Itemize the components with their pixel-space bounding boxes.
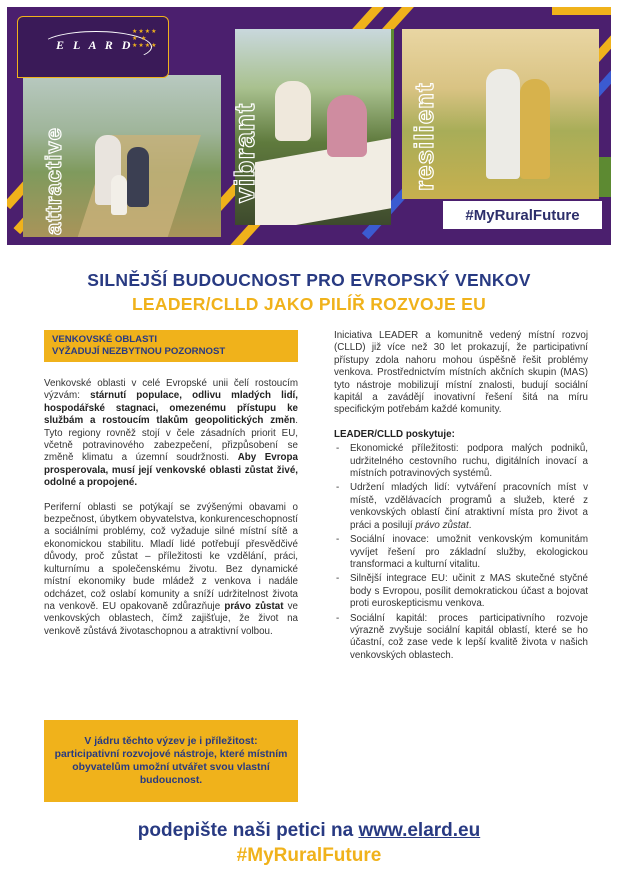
left-column [44, 378, 298, 650]
list-item [334, 482, 588, 532]
header-banner [7, 7, 611, 245]
eu-stars-icon: ★★★★ ★ ★ ★★★★ [132, 29, 158, 49]
list-item-italic: právo zůstat [415, 519, 469, 531]
text: . Tyto regiony rovněž stojí v čele zásadních priorit EU, včetně potravinového zabezpečení, přizpůsobení se změně klimatu a územní soudržnosti. [44, 415, 298, 464]
list-item [334, 534, 588, 571]
dash: - [336, 612, 340, 624]
text-bold: Aby Evropa prosperovala, musí její venkovské oblasti zůstat živé, odolné a propojené. [44, 452, 298, 489]
list-item-text: Sociální inovace: umožnit venkovským komunitám vyvíjet řešení pro základní služby, ekologickou transformaci a kulturní vitalitu. [350, 534, 588, 570]
dash: - [336, 534, 340, 546]
banner-hashtag: #MyRuralFuture [441, 199, 604, 231]
page-subtitle: LEADER/CLLD JAKO PILÍŘ ROZVOJE EU [131, 294, 487, 314]
text: ve venkovských oblastech, čímž zajišťuje, že život na venkově zůstává životaschopnou a atraktivní volbou. [44, 600, 298, 637]
footer-hashtag: #MyRuralFuture [236, 845, 382, 866]
right-column [334, 330, 588, 664]
elard-logo [17, 16, 169, 78]
text-bold: právo zůstat [224, 600, 284, 612]
list-item-text: Silnější integrace EU: učinit z MAS skutečné styčné body s Evropou, posílit demokratickou účast a bojovat proti euroskepticismu venkova. [350, 573, 588, 610]
word-attractive: attractive [41, 127, 66, 235]
decor-bar [552, 7, 611, 15]
petition-text: podepište naši petici na [137, 820, 359, 841]
dash: - [336, 482, 340, 494]
word-resilient: resilient [409, 82, 439, 191]
petition-line [0, 820, 618, 842]
list-item-text: Ekonomické příležitosti: podpora malých podniků, udržitelného cestovního ruchu, digitálních inovací a místních potravinových systémů. [350, 443, 588, 480]
dash: - [336, 443, 340, 455]
list-item [334, 613, 588, 663]
text-bold: stárnutí populace, odlivu mladých lidí, hospodářské stagnaci, omezenému přístupu ke službám a rostoucím tlakům geopolitických změn [44, 390, 298, 427]
list-item [334, 573, 588, 610]
text: Periferní oblasti se potýkají se zvýšenými obavami o bezpečnost, úbytkem obyvatelstva, konkurenceschopností a sociálními problémy, což vyžaduje silné místní sítě a ekonomickou stabilitu. Mladí lidé potřebují přesvědčivé důvody, proč zůstat – příležitosti ke vzdělání, práci, kulturnímu a společenskému životu. Bez dynamické místní ekonomiky bude mládež z venkova i nadále odcházet, což oslabí komunity a sníží udržitelnost života na venkově. EU opakovaně zdůrazňuje [44, 501, 298, 612]
callout-text: V jádru těchto výzev je i příležitost: participativní rozvojové nástroje, které místním obyvatelům umožní utvářet svou vlastní budoucnost. [54, 735, 288, 787]
section-label-line2: VYŽADUJÍ NEZBYTNOU POZORNOST [52, 346, 226, 357]
paragraph-rural-challenges [44, 378, 298, 490]
list-item-text: Sociální kapitál: proces participativního rozvoje výrazně zvyšuje sociální kapitál oblastí, které se ho účastní, což zase vede k lepší kvalitě života v našich venkovských oblastech. [350, 612, 588, 661]
list-item-text: . [468, 519, 472, 531]
list-item-text: Udržení mladých lidí: vytváření pracovních míst v místě, vzdělávacích programů a služeb, které z venkovských oblastí činí atraktivní místa pro život a práci a posilují [350, 482, 588, 531]
word-vibrant: vibrant [229, 102, 260, 203]
paragraph-leader-intro: Iniciativa LEADER a komunitně vedený místní rozvoj (CLLD) již více než 30 let prokazují, že participativní přístupy zdola nahoru mohou úspěšně řešit problémy venkova. Prostřednictvím místních akčních skupin (MAS) tyto nástroje mobilizují místní znalosti, budují sociální kapitál a zavádějí inovativní řešení šitá na míru specifickým potřebám každé komunity. [334, 330, 588, 416]
callout-box [44, 720, 298, 802]
logo-text: E L A R D [56, 38, 134, 52]
benefits-list [334, 443, 588, 662]
section-label-line1: VENKOVSKÉ OBLASTI [52, 334, 158, 345]
list-item [334, 443, 588, 480]
page-title: SILNĚJŠÍ BUDOUCNOST PRO EVROPSKÝ VENKOV [87, 270, 531, 290]
elard-link[interactable]: www.elard.eu [358, 820, 481, 841]
list-title: LEADER/CLLD poskytuje: [334, 428, 455, 440]
text: Venkovské oblasti v celé Evropské unii čelí rostoucím výzvám: [44, 378, 298, 402]
section-label [44, 330, 298, 362]
paragraph-peripheral-areas [44, 502, 298, 638]
dash: - [336, 573, 340, 585]
